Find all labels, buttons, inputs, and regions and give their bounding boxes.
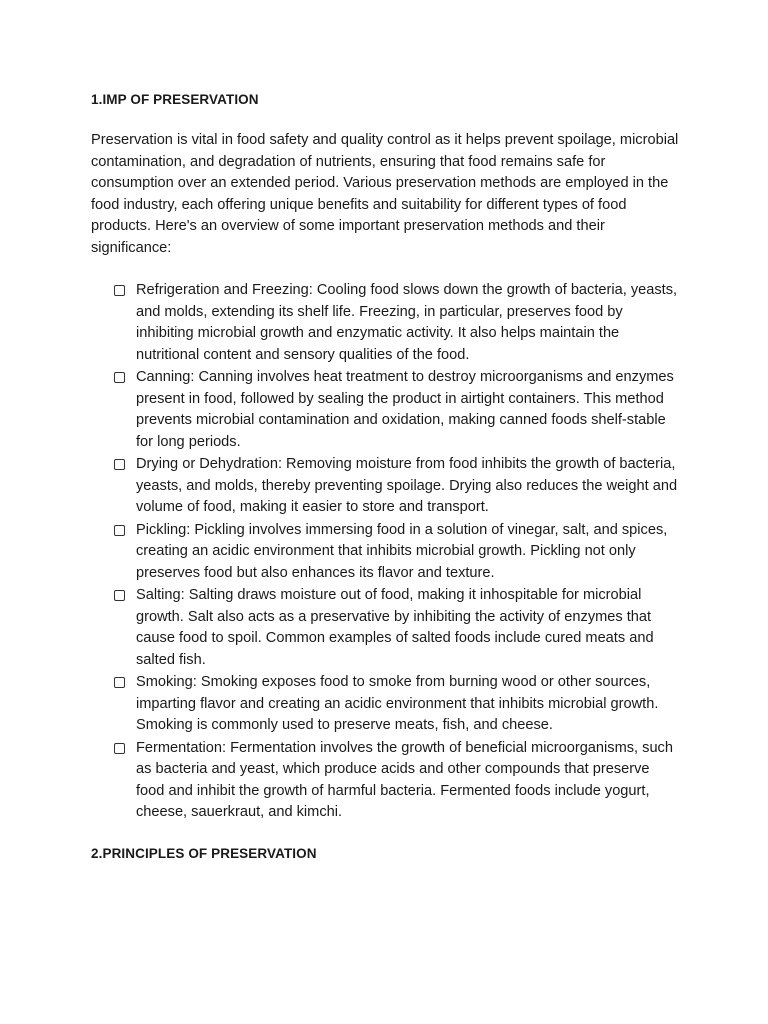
list-item <box>114 520 681 585</box>
section-heading-importance: 1.IMP OF PRESERVATION <box>91 92 259 107</box>
section-heading-principles: 2.PRINCIPLES OF PRESERVATION <box>91 845 317 861</box>
checkbox-bullet-icon <box>114 590 125 601</box>
list-item <box>114 738 681 824</box>
list-item <box>114 585 681 671</box>
list-item-text: Canning: Canning involves heat treatment to destroy microorganisms and enzymes present in food, followed by sealing the product in airtight containers. This method prevents microbial contamination and oxidation, making canned foods shelf-stable for long periods. <box>136 369 674 450</box>
list-item-text: Fermentation: Fermentation involves the growth of beneficial microorganisms, such as bacteria and yeast, which produce acids and other compounds that preserve food and inhibit the growth of harmful bacteria. Fermented foods include yogurt, cheese, sauerkraut, and kimchi. <box>136 739 673 820</box>
checkbox-bullet-icon <box>114 677 125 688</box>
checkbox-bullet-icon <box>114 459 125 470</box>
preservation-methods-list <box>91 280 681 824</box>
intro-paragraph: Preservation is vital in food safety and quality control as it helps prevent spoilage, microbial contamination, and degradation of nutrients, ensuring that food remains safe for consumption over an extended period. Various preservation methods are employed in the food industry, each offering unique benefits and suitability for different types of food products. Here's an overview of some important preservation methods and their significance: <box>91 132 679 256</box>
list-item-text: Pickling: Pickling involves immersing food in a solution of vinegar, salt, and spices, creating an acidic environment that inhibits microbial growth. Pickling not only preserves food but also enhances its flavor and texture. <box>136 521 668 581</box>
list-item-text: Drying or Dehydration: Removing moisture from food inhibits the growth of bacteria, yeasts, and molds, thereby preventing spoilage. Drying also reduces the weight and volume of food, making it easier to store and transport. <box>136 456 678 515</box>
list-item-text: Salting: Salting draws moisture out of food, making it inhospitable for microbial growth. Salt also acts as a preservative by inhibiting the activity of enzymes that cause food to spoil. Common examples of salted foods include cured meats and salted fish. <box>136 587 654 668</box>
checkbox-bullet-icon <box>114 525 125 536</box>
checkbox-bullet-icon <box>114 372 125 383</box>
checkbox-bullet-icon <box>114 285 125 296</box>
document-page <box>91 90 681 864</box>
list-item-text: Smoking: Smoking exposes food to smoke from burning wood or other sources, imparting flavor and creating an acidic environment that inhibits microbial growth. Smoking is commonly used to preserve meats, fish, and cheese. <box>136 674 659 733</box>
list-item <box>114 367 681 453</box>
list-item <box>114 454 681 519</box>
list-item <box>114 280 681 366</box>
checkbox-bullet-icon <box>114 743 125 754</box>
list-item <box>114 672 681 737</box>
list-item-text: Refrigeration and Freezing: Cooling food slows down the growth of bacteria, yeasts, and molds, extending its shelf life. Freezing, in particular, preserves food by inhibiting microbial growth and enzymatic activity. It also helps maintain the nutritional content and sensory qualities of the food. <box>136 282 678 363</box>
